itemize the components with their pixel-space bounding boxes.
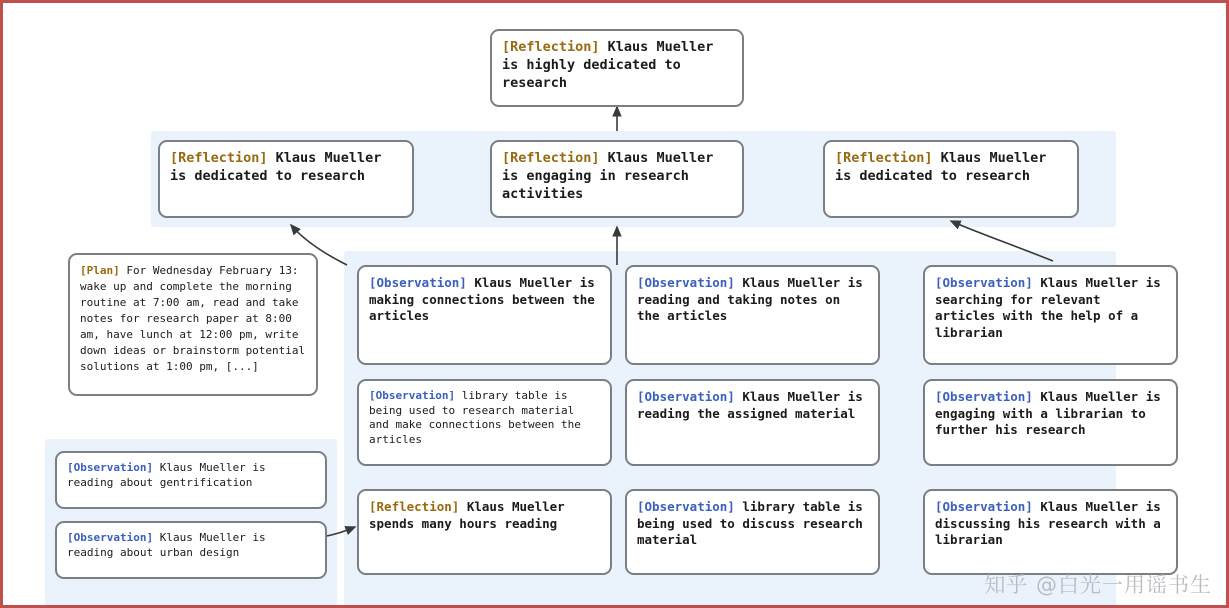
node-col3-observation-engaging-librarian[interactable] [923,379,1178,466]
node-plan[interactable] [68,253,318,396]
node-tag: [Observation] [935,275,1033,290]
node-tag: [Observation] [935,499,1033,514]
node-text: Klaus Mueller is searching for relevant articles with the help of a librarian [935,275,1161,340]
node-text: Klaus Mueller is engaging in research activities [502,150,714,202]
watermark: 知乎 @白光一用谣书生 [984,573,1212,597]
node-col3-observation-discussing-research[interactable] [923,489,1178,575]
node-mid-left-reflection[interactable] [158,140,414,218]
node-tag: [Reflection] [369,499,460,514]
node-text: Klaus Mueller is reading about urban design [67,531,266,559]
node-text: Klaus Mueller is discussing his research with a librarian [935,499,1161,547]
node-tag: [Observation] [369,275,467,290]
node-col2-observation-assigned-material[interactable] [625,379,880,466]
node-text: Klaus Mueller is dedicated to research [170,150,382,184]
node-tag: [Observation] [67,531,154,544]
node-tag: [Observation] [369,389,456,402]
node-tag: [Observation] [935,389,1033,404]
node-text: Klaus Mueller is reading the assigned material [637,389,863,421]
node-text: library table is being used to research material and make connections between the articles [369,389,581,446]
node-tag: [Reflection] [170,150,268,166]
node-observation-urban-design[interactable] [55,521,327,579]
node-text: Klaus Mueller is reading about gentrification [67,461,266,489]
node-tag: [Plan] [80,264,120,277]
node-tag: [Observation] [67,461,154,474]
node-text: Klaus Mueller is engaging with a librarian to further his research [935,389,1161,437]
node-text: Klaus Mueller is highly dedicated to research [502,39,714,91]
node-col3-observation-searching-articles[interactable] [923,265,1178,365]
node-col2-observation-discuss-material[interactable] [625,489,880,575]
node-text: Klaus Mueller spends many hours reading [369,499,565,531]
node-mid-center-reflection[interactable] [490,140,744,218]
node-col2-observation-taking-notes[interactable] [625,265,880,365]
node-text: Klaus Mueller is reading and taking notes on the articles [637,275,863,323]
node-tag: [Reflection] [502,150,600,166]
node-root-reflection[interactable] [490,29,744,107]
node-mid-right-reflection[interactable] [823,140,1079,218]
node-col1-observation-connections[interactable] [357,265,612,365]
node-col1-reflection-hours-reading[interactable] [357,489,612,575]
node-tag: [Reflection] [835,150,933,166]
node-tag: [Observation] [637,499,735,514]
node-col1-observation-library-table[interactable] [357,379,612,466]
node-text: For Wednesday February 13: wake up and complete the morning routine at 7:00 am, read and take notes for research paper at 8:00 am, have lunch at 12:00 pm, write down ideas or brainstorm potential solutions at 1:00 pm, [...] [80,264,306,373]
node-text: library table is being used to discuss research material [637,499,863,547]
node-text: Klaus Mueller is making connections between the articles [369,275,595,323]
node-text: Klaus Mueller is dedicated to research [835,150,1047,184]
node-tag: [Reflection] [502,39,600,55]
node-tag: [Observation] [637,275,735,290]
node-observation-gentrification[interactable] [55,451,327,509]
node-tag: [Observation] [637,389,735,404]
